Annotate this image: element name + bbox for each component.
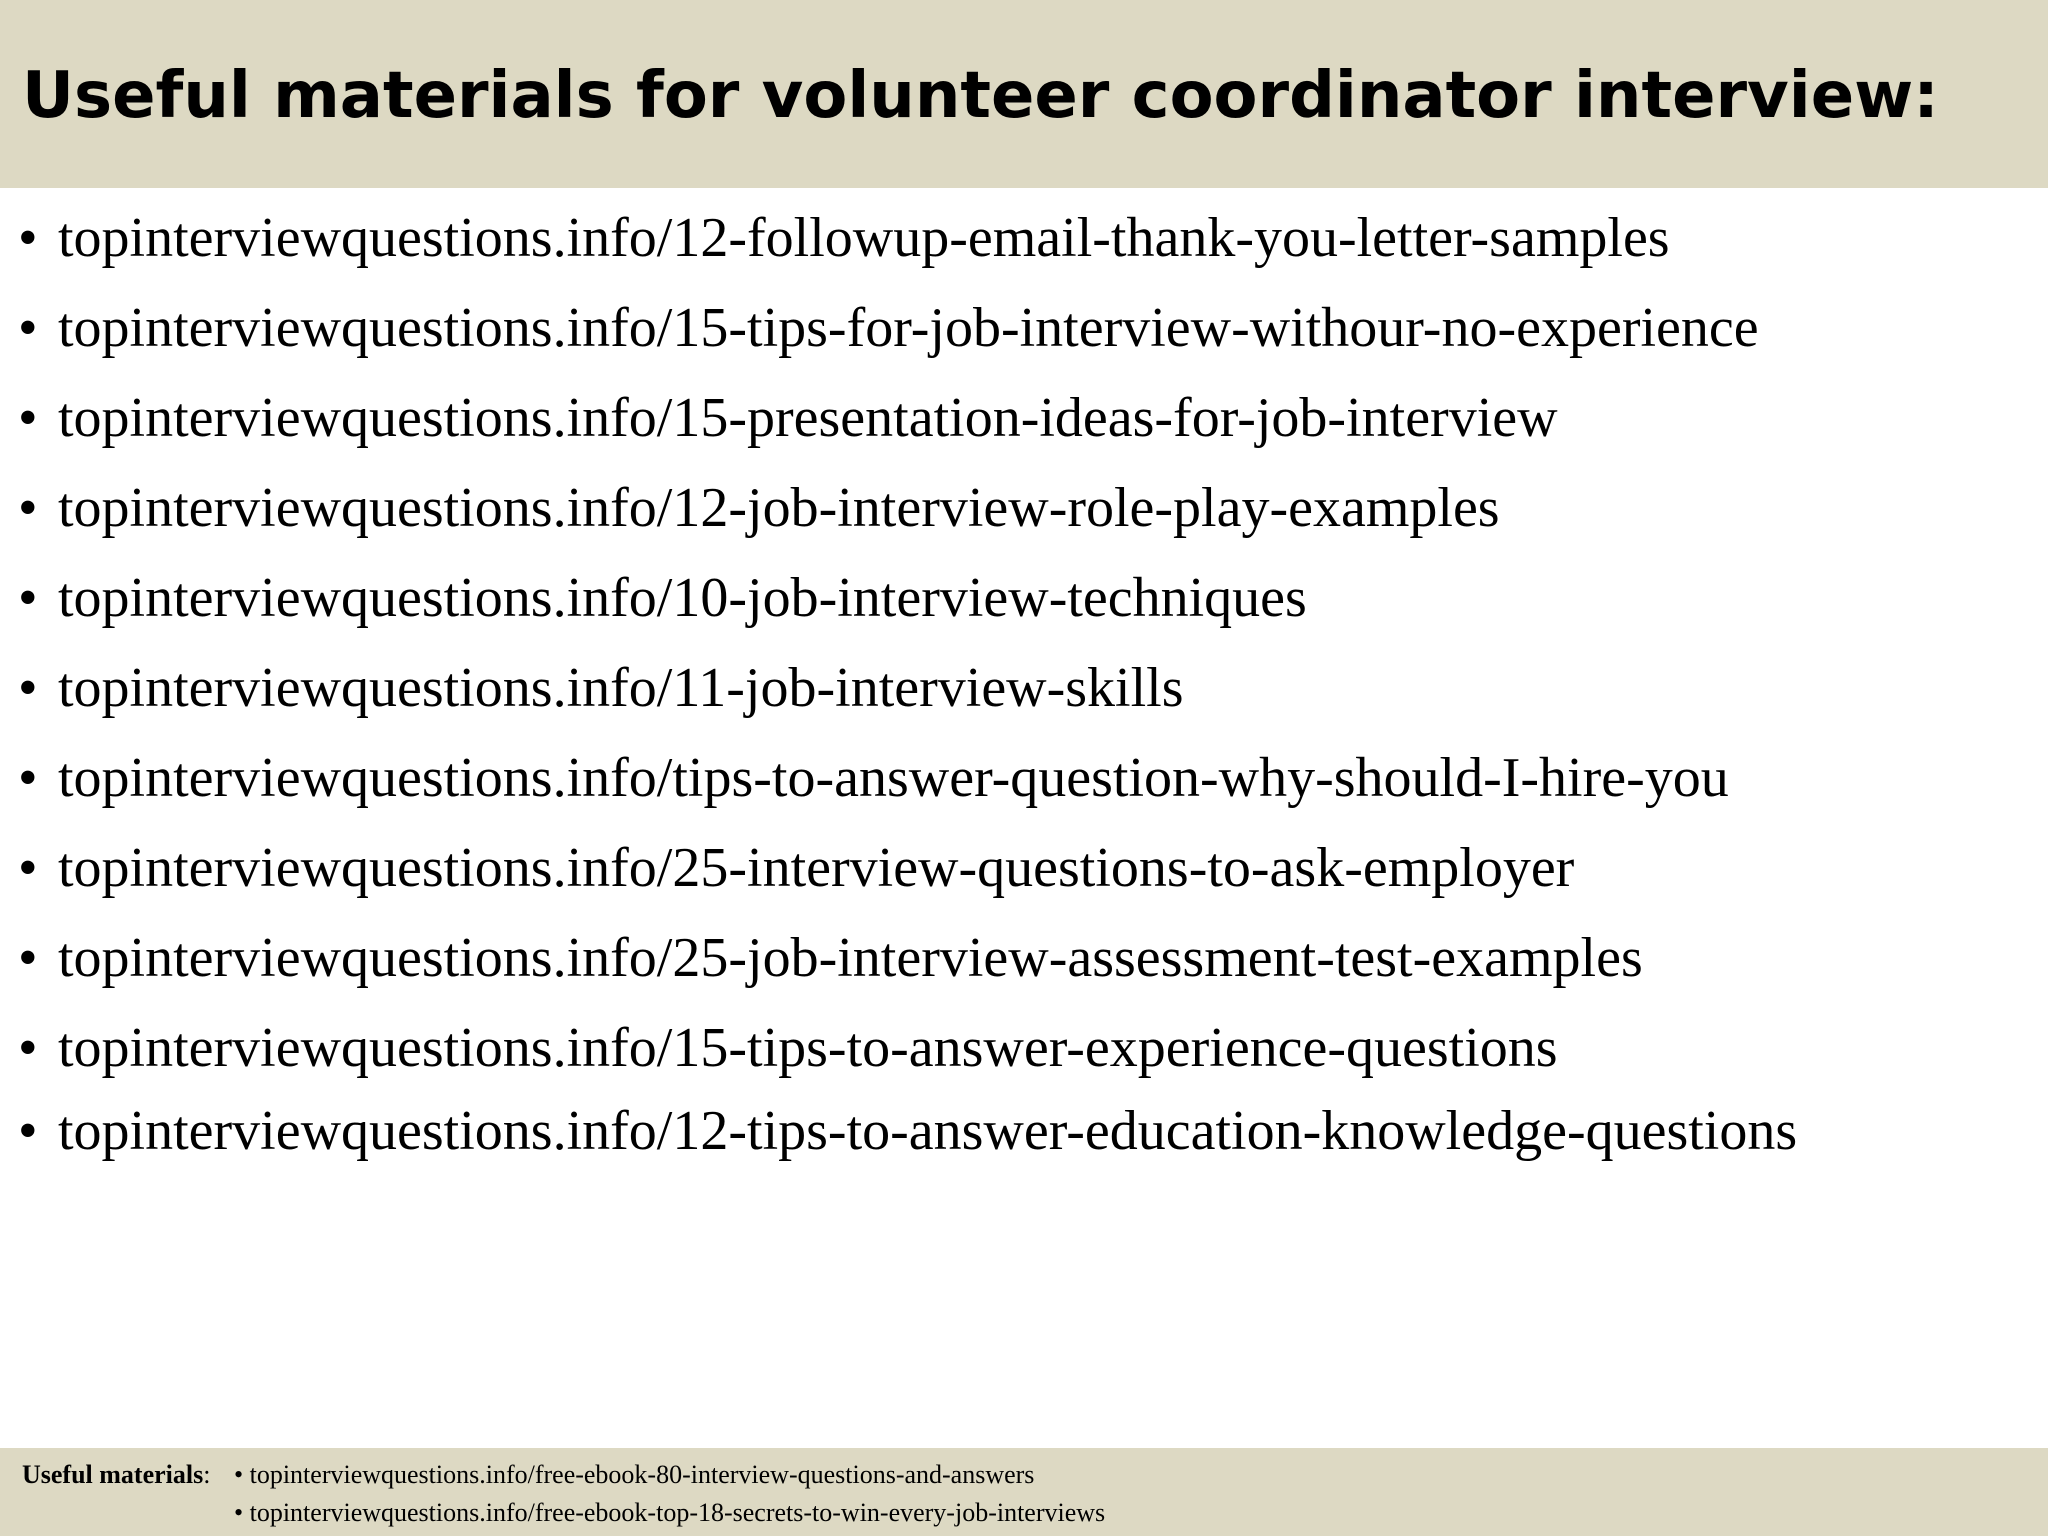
bullet: • [18,207,38,269]
link-text[interactable]: topinterviewquestions.info/15-presentation-ideas-for-job-interview [58,387,1558,449]
link-text[interactable]: topinterviewquestions.info/12-tips-to-answer-education-knowledge-questions [58,1100,1798,1162]
link-text[interactable]: topinterviewquestions.info/12-followup-email-thank-you-letter-samples [58,207,1670,269]
bullet: • [18,927,38,989]
list-item[interactable] [18,922,1797,1012]
list-item[interactable] [18,1012,1797,1095]
link-text[interactable]: topinterviewquestions.info/tips-to-answer-question-why-should-I-hire-you [58,747,1729,809]
list-item[interactable] [18,562,1797,652]
link-text[interactable]: topinterviewquestions.info/12-job-interview-role-play-examples [58,477,1500,539]
footer [22,1456,1105,1532]
list-item[interactable] [18,742,1797,832]
list-item[interactable] [18,832,1797,922]
list-item[interactable] [18,202,1797,292]
slide-title: Useful materials for volunteer coordinator interview: [22,59,1939,133]
link-list [18,202,1797,1185]
bullet: • [18,1017,38,1079]
bullet: • [18,477,38,539]
link-text[interactable]: topinterviewquestions.info/11-job-interview-skills [58,657,1184,719]
bullet: • [18,657,38,719]
footer-row [22,1456,1105,1494]
bullet: • [18,1100,38,1162]
bullet: • [18,567,38,629]
list-item[interactable] [18,652,1797,742]
link-text[interactable]: topinterviewquestions.info/15-tips-for-job-interview-withour-no-experience [58,297,1759,359]
list-item[interactable] [18,292,1797,382]
bullet: • [18,747,38,809]
footer-link[interactable]: • topinterviewquestions.info/free-ebook-top-18-secrets-to-win-every-job-interviews [234,1498,1106,1527]
bullet: • [18,837,38,899]
footer-label [22,1456,234,1494]
link-text[interactable]: topinterviewquestions.info/10-job-interview-techniques [58,567,1307,629]
link-text[interactable]: topinterviewquestions.info/25-job-interview-assessment-test-examples [58,927,1643,989]
list-item[interactable] [18,1095,1797,1185]
footer-separator: : [203,1460,211,1489]
link-text[interactable]: topinterviewquestions.info/15-tips-to-answer-experience-questions [58,1017,1558,1079]
footer-indent [22,1494,234,1532]
footer-link[interactable]: • topinterviewquestions.info/free-ebook-80-interview-questions-and-answers [234,1460,1035,1489]
bullet: • [18,297,38,359]
list-item[interactable] [18,472,1797,562]
list-item[interactable] [18,382,1797,472]
link-text[interactable]: topinterviewquestions.info/25-interview-questions-to-ask-employer [58,837,1575,899]
footer-label-text: Useful materials [22,1460,204,1489]
bullet: • [18,387,38,449]
footer-row [22,1494,1105,1532]
